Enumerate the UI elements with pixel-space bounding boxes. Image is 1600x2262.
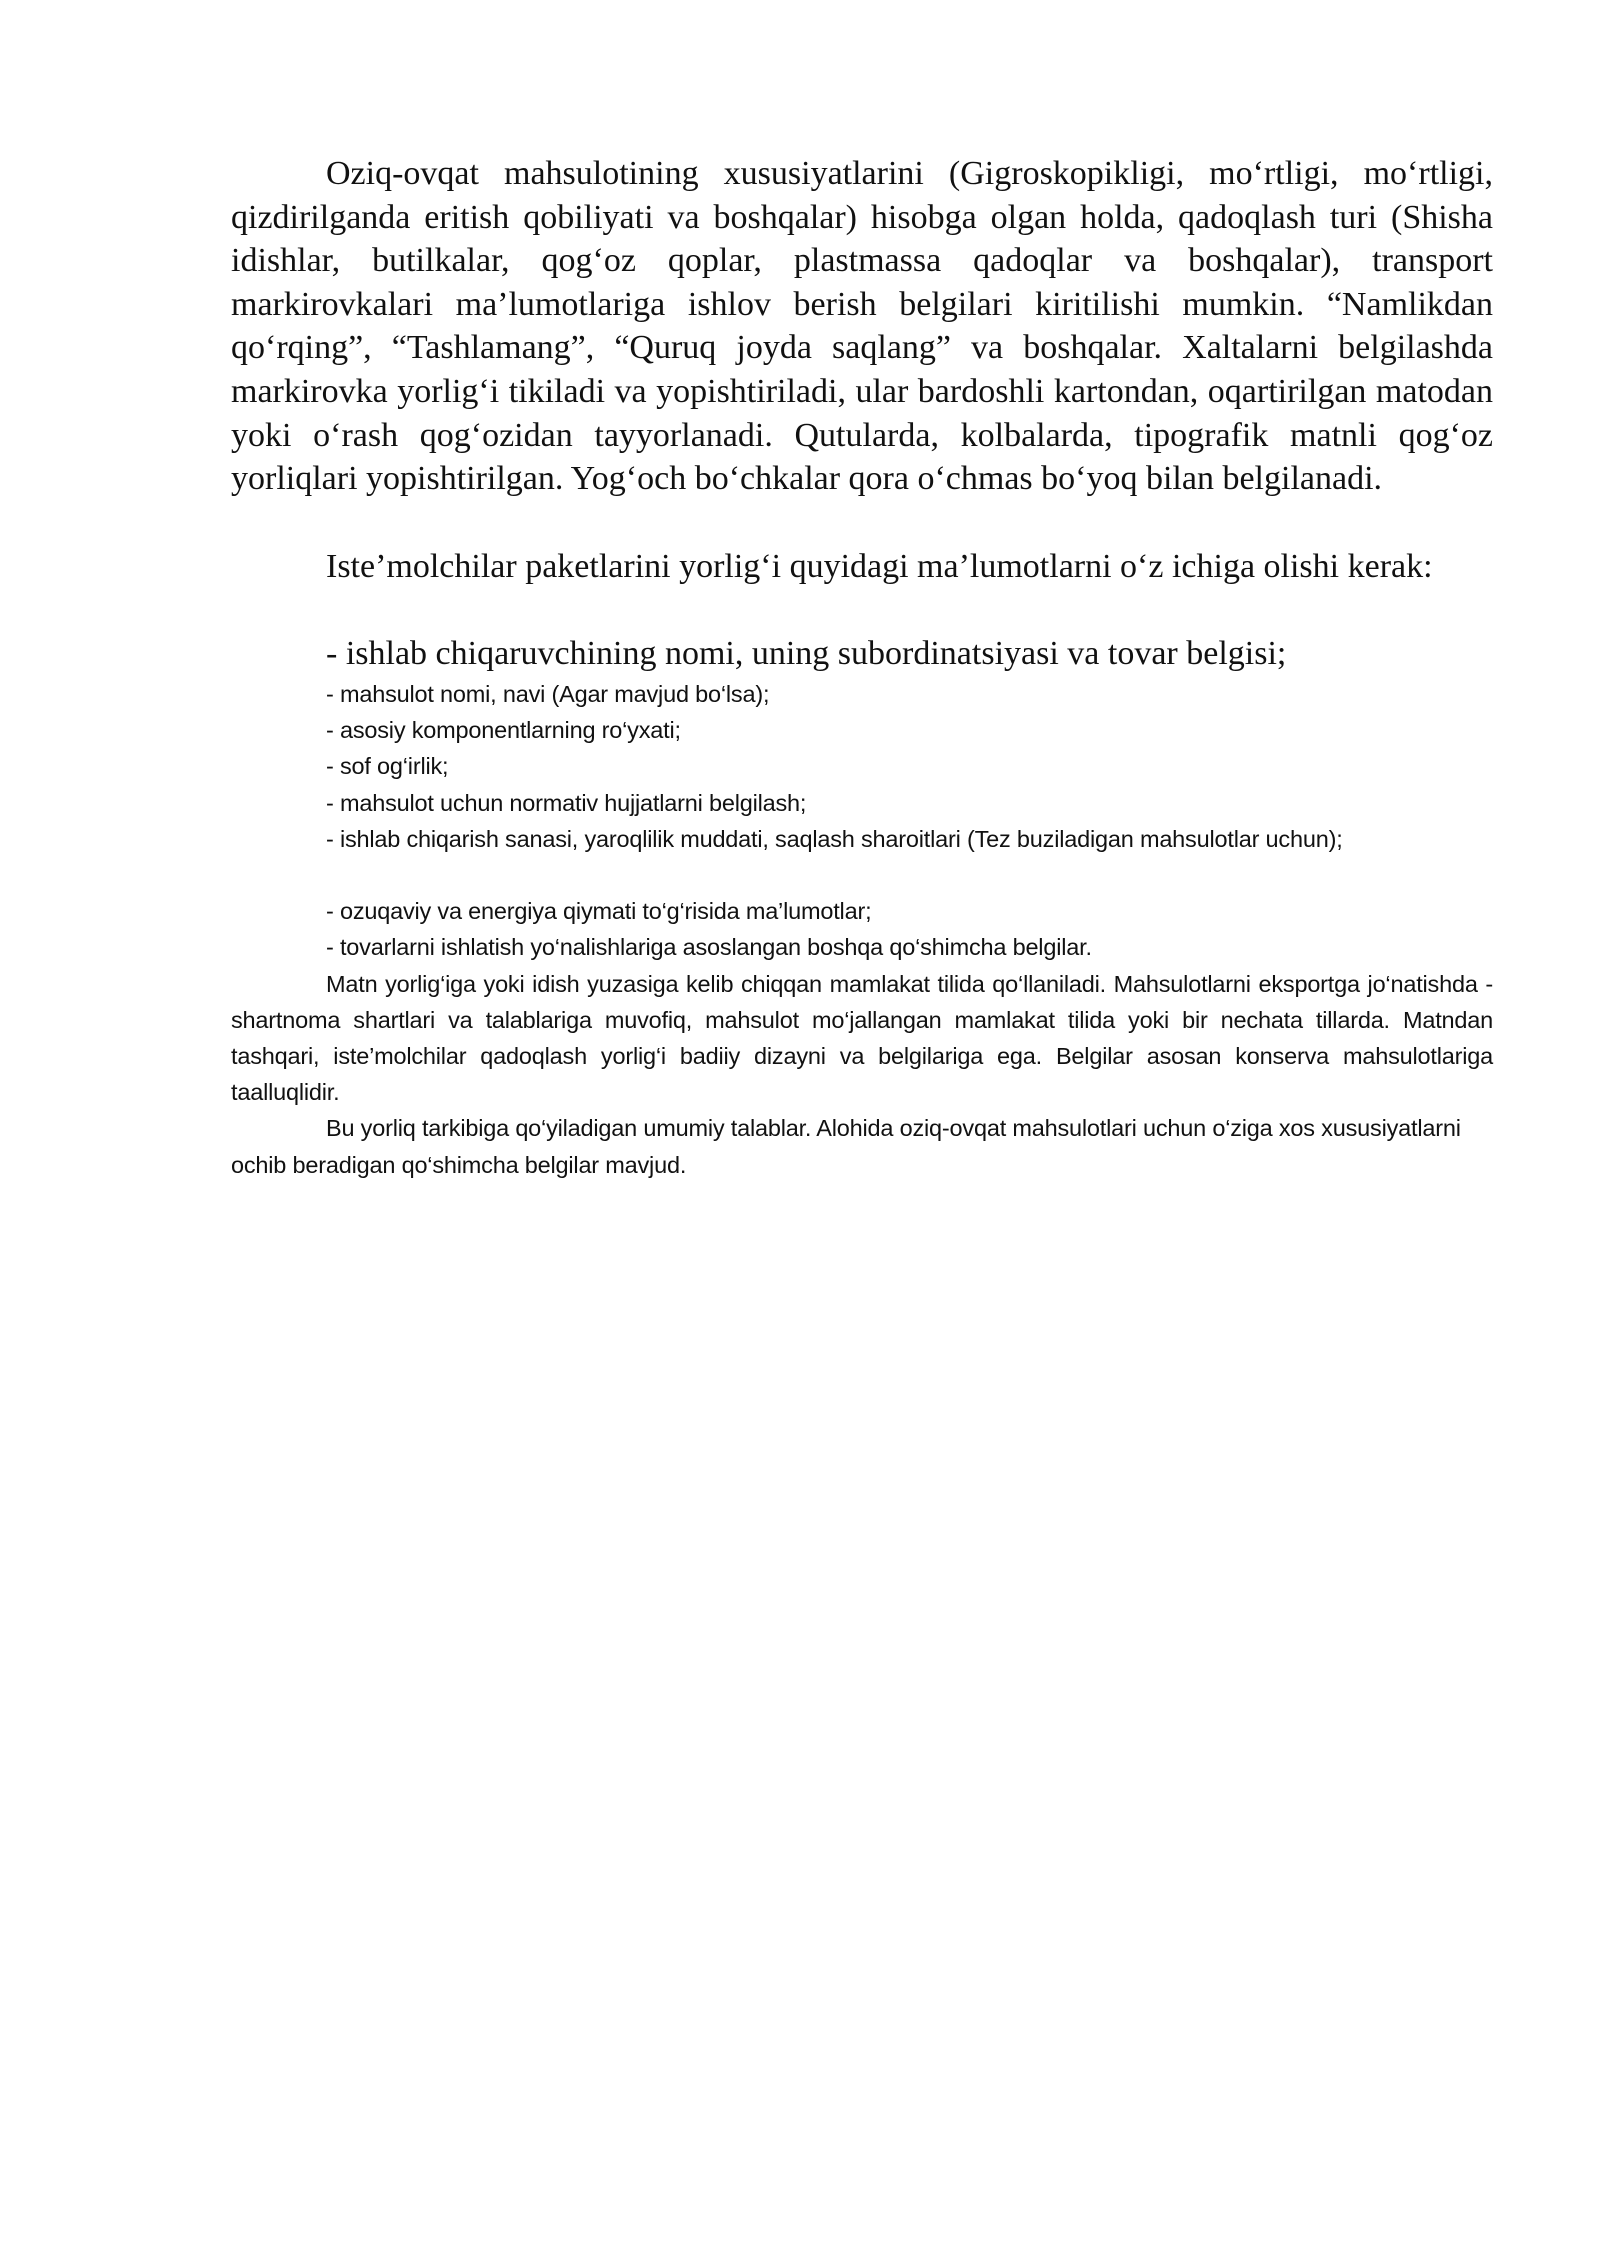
document-body bbox=[231, 152, 1493, 1183]
list-item-production-date: - ishlab chiqarish sanasi, yaroqlilik muddati, saqlash sharoitlari (Tez buziladigan mahsulotlar uchun); bbox=[326, 825, 1343, 852]
list-item-components: - asosiy komponentlarning ro‘yxati; bbox=[326, 717, 681, 744]
paragraph-label-requirements-intro: Iste’molchilar paketlarini yorlig‘i quyidagi ma’lumotlarni o‘z ichiga olishi kerak: bbox=[326, 548, 1433, 585]
list-item-normative-documents: - mahsulot uchun normativ hujjatlarni belgilash; bbox=[326, 789, 807, 816]
list-item-product-name: - mahsulot nomi, navi (Agar mavjud bo‘lsa); bbox=[326, 681, 770, 707]
list-item-manufacturer: - ishlab chiqaruvchining nomi, uning subordinatsiyasi va tovar belgisi; bbox=[326, 635, 1287, 672]
list-item-additional-marks: - tovarlarni ishlatish yo‘nalishlariga asoslangan boshqa qo‘shimcha belgilar. bbox=[326, 934, 1092, 961]
paragraph-general-requirements: Bu yorliq tarkibiga qo‘yiladigan umumiy talablar. Alohida oziq-ovqat mahsulotlari uchun o‘ziga xos xususiyatlarni ochib beradigan qo‘shimcha belgilar mavjud. bbox=[231, 1115, 1461, 1178]
paragraph-packaging-markings: Oziq-ovqat mahsulotining xususiyatlarini (Gigroskopikligi, mo‘rtligi, mo‘rtligi, qizdirilganda eritish qobiliyati va boshqalar) hisobga olgan holda, qadoqlash turi (Shisha idishlar, butilkalar, qog‘oz qoplar, plastmassa qadoqlar va boshqalar), transport markirovkalari ma’lumotlariga ishlov berish belgilari kiritilishi mumkin. “Namlikdan qo‘rqing”, “Tashlamang”, “Quruq joyda saqlang” va boshqalar. Xaltalarni belgilashda markirovka yorlig‘i tikiladi va yopishtiriladi, ular bardoshli kartondan, oqartirilgan matodan yoki o‘rash qog‘ozidan tayyorlanadi. Qutularda, kolbalarda, tipografik matnli qog‘oz yorliqlari yopishtirilgan. Yog‘och bo‘chkalar qora o‘chmas bo‘yoq bilan belgilanadi. bbox=[231, 155, 1493, 498]
list-item-nutrition-energy: - ozuqaviy va energiya qiymati to‘g‘risida ma’lumotlar; bbox=[326, 898, 872, 925]
paragraph-label-language: Matn yorlig‘iga yoki idish yuzasiga kelib chiqqan mamlakat tilida qo‘llaniladi. Mahsulotlarni eksportga jo‘natishda - shartnoma shartlari va talablariga muvofiq, mahsulot mo‘jallangan mamlakat tilida yoki bir nechata tillarda. Matndan tashqari, iste’molchilar qadoqlash yorlig‘i badiiy dizayni va belgilariga ega. Belgilar asosan konserva mahsulotlariga taalluqlidir. bbox=[231, 970, 1493, 1106]
list-item-net-weight: - sof og‘irlik; bbox=[326, 753, 449, 780]
